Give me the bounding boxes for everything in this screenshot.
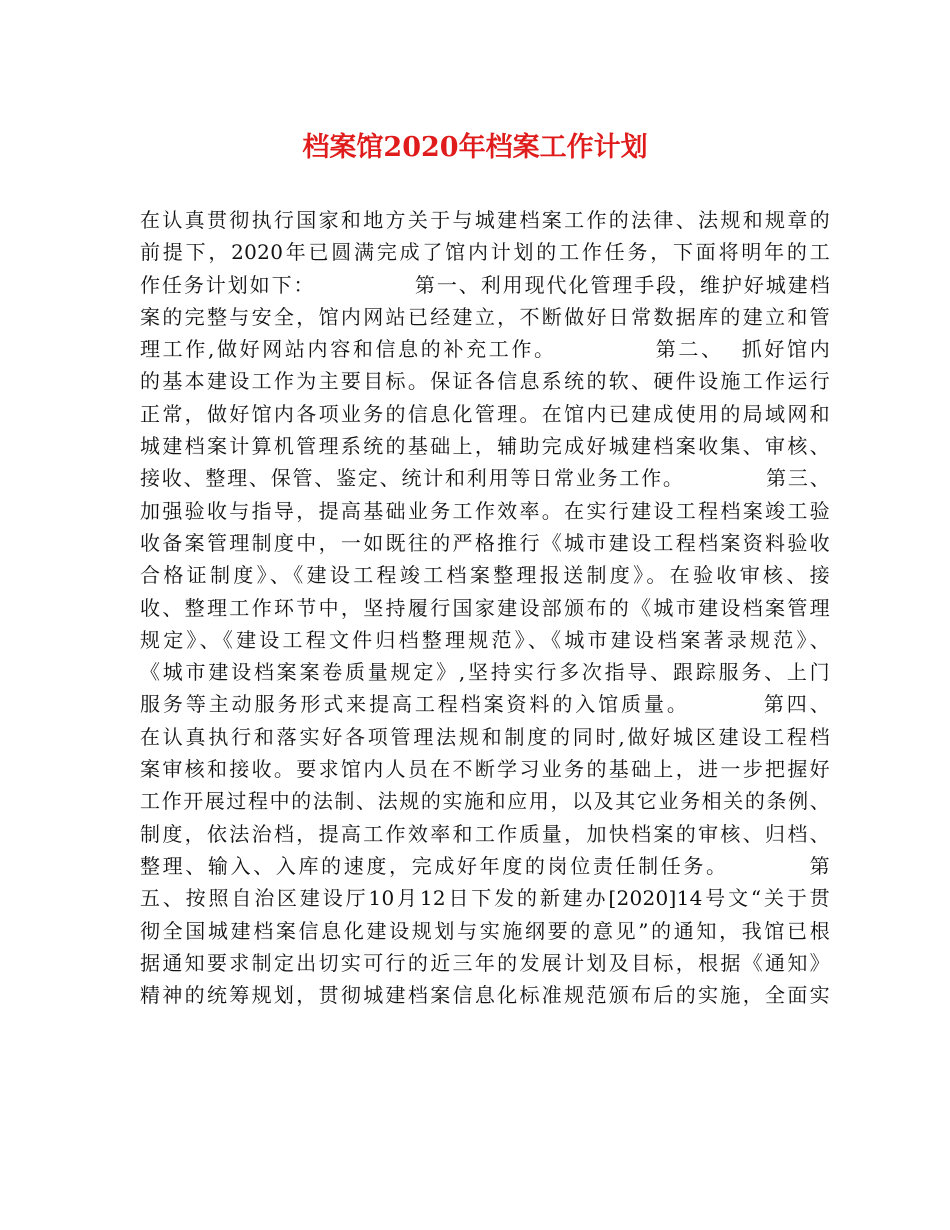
body-line: 理工作,做好网站内容和信息的补充工作。 第二、 抓好馆内	[140, 337, 830, 362]
body-line: 接收、整理、保管、鉴定、统计和利用等日常业务工作。 第三、	[140, 466, 830, 491]
body-line: 服务等主动服务形式来提高工程档案资料的入馆质量。 第四、	[140, 692, 830, 717]
body-line: 正常，做好馆内各项业务的信息化管理。在馆内已建成使用的局域网和	[140, 401, 830, 426]
body-line: 案审核和接收。要求馆内人员在不断学习业务的基础上，进一步把握好	[140, 757, 830, 782]
body-line: 精神的统筹规划，贯彻城建档案信息化标准规范颁布后的实施，全面实	[140, 983, 830, 1008]
document-body	[140, 204, 830, 1011]
body-line: 的基本建设工作为主要目标。保证各信息系统的软、硬件设施工作运行	[140, 369, 830, 394]
body-line: 在认真贯彻执行国家和地方关于与城建档案工作的法律、法规和规章的	[140, 208, 830, 232]
body-line: 加强验收与指导，提高基础业务工作效率。在实行建设工程档案竣工验	[140, 498, 830, 523]
body-line: 城建档案计算机管理系统的基础上，辅助完成好城建档案收集、审核、	[140, 434, 830, 459]
body-line: 作任务计划如下： 第一、利用现代化管理手段，维护好城建档	[140, 272, 830, 297]
body-line: 工作开展过程中的法制、法规的实施和应用，以及其它业务相关的条例、	[140, 789, 830, 814]
body-line: 案的完整与安全，馆内网站已经建立，不断做好日常数据库的建立和管	[140, 304, 830, 329]
body-line: 收、整理工作环节中，坚持履行国家建设部颁布的《城市建设档案管理	[140, 595, 830, 620]
body-line: 收备案管理制度中，一如既往的严格推行《城市建设工程档案资料验收	[140, 530, 830, 555]
body-line: 五、按照自治区建设厅10月12日下发的新建办[2020]14号文“关于贯	[140, 886, 830, 911]
body-line: 合格证制度》、《建设工程竣工档案整理报送制度》。在验收审核、接	[140, 563, 830, 588]
body-line: 规定》、《建设工程文件归档整理规范》、《城市建设档案著录规范》、	[140, 627, 830, 652]
body-line: 整理、输入、入库的速度，完成好年度的岗位责任制任务。 第	[140, 853, 830, 878]
body-line: 制度，依法治档，提高工作效率和工作质量，加快档案的审核、归档、	[140, 821, 830, 846]
body-line: 前提下，2020年已圆满完成了馆内计划的工作任务，下面将明年的工	[140, 240, 830, 265]
body-line: 彻全国城建档案信息化建设规划与实施纲要的意见”的通知，我馆已根	[140, 918, 830, 943]
body-line: 据通知要求制定出切实可行的近三年的发展计划及目标，根据《通知》	[140, 950, 830, 975]
document-title: 档案馆2020年档案工作计划	[302, 132, 648, 163]
body-line: 《城市建设档案案卷质量规定》,坚持实行多次指导、跟踪服务、上门	[140, 660, 830, 685]
body-line: 在认真执行和落实好各项管理法规和制度的同时,做好城区建设工程档	[140, 724, 830, 749]
